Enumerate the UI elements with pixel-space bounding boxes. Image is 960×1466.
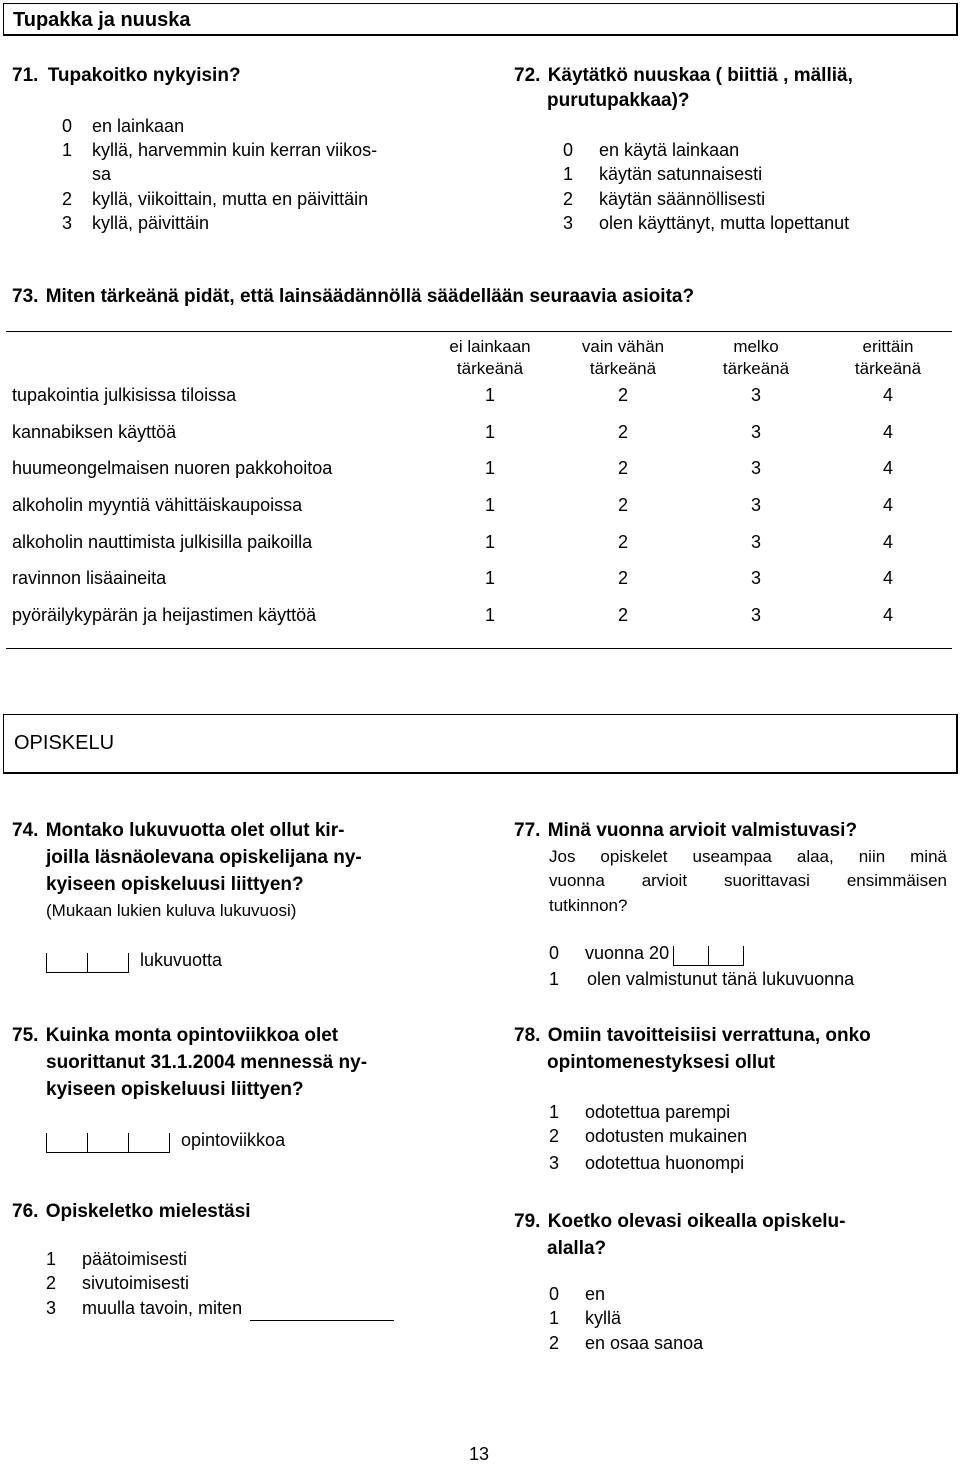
rating-4[interactable]: 4 bbox=[882, 605, 893, 625]
row-label: pyöräilykypärän ja heijastimen käyttöä bbox=[12, 605, 317, 625]
option[interactable]: 2 en osaa sanoa bbox=[549, 1333, 704, 1353]
option[interactable]: 2 kyllä, viikoittain, mutta en päivittäin bbox=[62, 189, 369, 209]
unit-label: opintoviikkoa bbox=[181, 1130, 286, 1150]
question-title-line1: Käytätkö nuuskaa ( biittiä , mälliä, bbox=[547, 65, 853, 86]
column-header-4: erittäin tärkeänä bbox=[854, 337, 922, 378]
question-number: 75. bbox=[12, 1025, 39, 1046]
rating-2[interactable]: 2 bbox=[617, 532, 628, 552]
question-title-line2: alalla? bbox=[547, 1238, 607, 1259]
rating-1[interactable]: 1 bbox=[484, 605, 495, 625]
year-digit-field[interactable] bbox=[674, 947, 708, 966]
option[interactable]: 3 muulla tavoin, miten bbox=[46, 1296, 394, 1321]
column-header-1: ei lainkaan tärkeänä bbox=[449, 337, 531, 378]
option[interactable]: 0 en bbox=[549, 1284, 606, 1304]
row-label: tupakointia julkisissa tiloissa bbox=[12, 385, 237, 405]
question-number: 73. bbox=[12, 286, 39, 307]
option[interactable]: 1 odotettua parempi bbox=[549, 1102, 731, 1122]
unit-label: lukuvuotta bbox=[140, 950, 223, 970]
question-number: 72. bbox=[514, 65, 541, 86]
rating-1[interactable]: 1 bbox=[484, 532, 495, 552]
option[interactable]: 0 en käytä lainkaan bbox=[563, 140, 740, 160]
column-header-2: vain vähän tärkeänä bbox=[581, 337, 665, 378]
question-title-line1: Omiin tavoitteisiisi verrattuna, onko bbox=[547, 1025, 871, 1046]
rating-1[interactable]: 1 bbox=[484, 568, 495, 588]
question-subtitle: (Mukaan lukien kuluva lukuvuosi) bbox=[46, 901, 297, 920]
question-76 bbox=[12, 1198, 472, 1225]
rating-1[interactable]: 1 bbox=[484, 422, 495, 442]
other-text-field[interactable] bbox=[250, 1302, 394, 1321]
rating-2[interactable]: 2 bbox=[617, 458, 628, 478]
option[interactable]: 3 olen käyttänyt, mutta lopettanut bbox=[563, 213, 850, 233]
rating-3[interactable]: 3 bbox=[750, 385, 761, 405]
option-continuation: sa bbox=[92, 164, 112, 184]
question-title-line2: joilla läsnäolevana opiskelijana ny- bbox=[46, 847, 362, 868]
question-title-line3: kyiseen opiskeluusi liittyen? bbox=[46, 874, 304, 895]
question-subtitle-line3: tutkinnon? bbox=[549, 896, 628, 915]
question-number: 79. bbox=[514, 1211, 541, 1232]
row-label: alkoholin myyntiä vähittäiskaupoissa bbox=[12, 495, 303, 515]
option[interactable]: 1 päätoimisesti bbox=[46, 1249, 188, 1269]
rating-2[interactable]: 2 bbox=[617, 605, 628, 625]
option[interactable]: 1 käytän satunnaisesti bbox=[563, 164, 763, 184]
year-digit-field[interactable] bbox=[709, 947, 743, 966]
column-header-3: melko tärkeänä bbox=[722, 337, 790, 378]
question-75 bbox=[12, 1022, 472, 1049]
row-label: huumeongelmaisen nuoren pakkohoitoa bbox=[12, 458, 333, 478]
rating-3[interactable]: 3 bbox=[750, 532, 761, 552]
rating-3[interactable]: 3 bbox=[750, 422, 761, 442]
question-title-line1: Kuinka monta opintoviikkoa olet bbox=[45, 1025, 339, 1046]
question-title-line2: suorittanut 31.1.2004 mennessä ny- bbox=[46, 1052, 368, 1073]
rating-3[interactable]: 3 bbox=[750, 495, 761, 515]
section-header-box-tobacco bbox=[3, 3, 958, 36]
rating-3[interactable]: 3 bbox=[750, 568, 761, 588]
question-73 bbox=[12, 283, 952, 310]
rating-2[interactable]: 2 bbox=[617, 568, 628, 588]
rating-4[interactable]: 4 bbox=[882, 568, 893, 588]
credits-answer-field[interactable] bbox=[46, 1128, 285, 1153]
question-number: 76. bbox=[12, 1201, 39, 1222]
section-header-box-studies bbox=[3, 714, 958, 774]
row-label: ravinnon lisäaineita bbox=[12, 568, 167, 588]
question-title-line1: Montako lukuvuotta olet ollut kir- bbox=[45, 820, 345, 841]
question-title-line1: Koetko olevasi oikealla opiskelu- bbox=[547, 1211, 846, 1232]
question-title-line2: opintomenestyksesi ollut bbox=[547, 1052, 776, 1073]
table-border-bottom bbox=[6, 648, 952, 649]
option-year[interactable]: 0 vuonna 20 bbox=[549, 941, 744, 966]
option[interactable]: 2 sivutoimisesti bbox=[46, 1273, 190, 1293]
rating-2[interactable]: 2 bbox=[617, 495, 628, 515]
page-number: 13 bbox=[469, 1444, 490, 1464]
option[interactable]: 1 olen valmistunut tänä lukuvuonna bbox=[549, 969, 855, 989]
row-label: alkoholin nauttimista julkisilla paikoilla bbox=[12, 532, 313, 552]
rating-1[interactable]: 1 bbox=[484, 458, 495, 478]
years-answer-field[interactable] bbox=[46, 948, 222, 973]
question-number: 78. bbox=[514, 1025, 541, 1046]
section-title: OPISKELU bbox=[14, 732, 115, 754]
rating-4[interactable]: 4 bbox=[882, 495, 893, 515]
question-subtitle-line1: Jos opiskelet useampaa alaa, niin minä bbox=[549, 847, 947, 866]
option[interactable]: 2 käytän säännöllisesti bbox=[563, 189, 766, 209]
rating-1[interactable]: 1 bbox=[484, 385, 495, 405]
option[interactable]: 3 odotettua huonompi bbox=[549, 1153, 745, 1173]
option[interactable]: 1 kyllä, harvemmin kuin kerran viikos- bbox=[62, 140, 378, 160]
rating-4[interactable]: 4 bbox=[882, 458, 893, 478]
question-72 bbox=[514, 62, 954, 89]
table-border-top bbox=[6, 331, 952, 332]
rating-4[interactable]: 4 bbox=[882, 532, 893, 552]
question-78 bbox=[514, 1022, 954, 1049]
question-title: Miten tärkeänä pidät, että lainsäädännöllä säädellään seuraavia asioita? bbox=[45, 286, 695, 307]
question-title: Minä vuonna arvioit valmistuvasi? bbox=[547, 820, 858, 841]
question-number: 77. bbox=[514, 820, 541, 841]
question-79 bbox=[514, 1208, 954, 1235]
option[interactable]: 3 kyllä, päivittäin bbox=[62, 213, 210, 233]
question-74 bbox=[12, 817, 472, 844]
question-title-line3: kyiseen opiskeluusi liittyen? bbox=[46, 1079, 304, 1100]
question-title: Opiskeletko mielestäsi bbox=[45, 1201, 251, 1222]
row-label: kannabiksen käyttöä bbox=[12, 422, 177, 442]
rating-4[interactable]: 4 bbox=[882, 385, 893, 405]
option[interactable]: 0 en lainkaan bbox=[62, 116, 185, 136]
rating-2[interactable]: 2 bbox=[617, 385, 628, 405]
rating-1[interactable]: 1 bbox=[484, 495, 495, 515]
rating-2[interactable]: 2 bbox=[617, 422, 628, 442]
question-number: 71. bbox=[12, 65, 39, 86]
question-subtitle-line2: vuonna arvioit suorittavasi ensimmäisen bbox=[549, 871, 947, 890]
question-number: 74. bbox=[12, 820, 39, 841]
rating-4[interactable]: 4 bbox=[882, 422, 893, 442]
question-71 bbox=[12, 62, 472, 89]
question-title-line2: purutupakkaa)? bbox=[547, 90, 690, 111]
section-title: Tupakka ja nuuska bbox=[13, 9, 191, 31]
question-77 bbox=[514, 817, 954, 844]
rating-3[interactable]: 3 bbox=[750, 458, 761, 478]
option[interactable]: 2 odotusten mukainen bbox=[549, 1126, 748, 1146]
option[interactable]: 1 kyllä bbox=[549, 1308, 622, 1328]
rating-3[interactable]: 3 bbox=[750, 605, 761, 625]
question-title: Tupakoitko nykyisin? bbox=[47, 65, 241, 86]
